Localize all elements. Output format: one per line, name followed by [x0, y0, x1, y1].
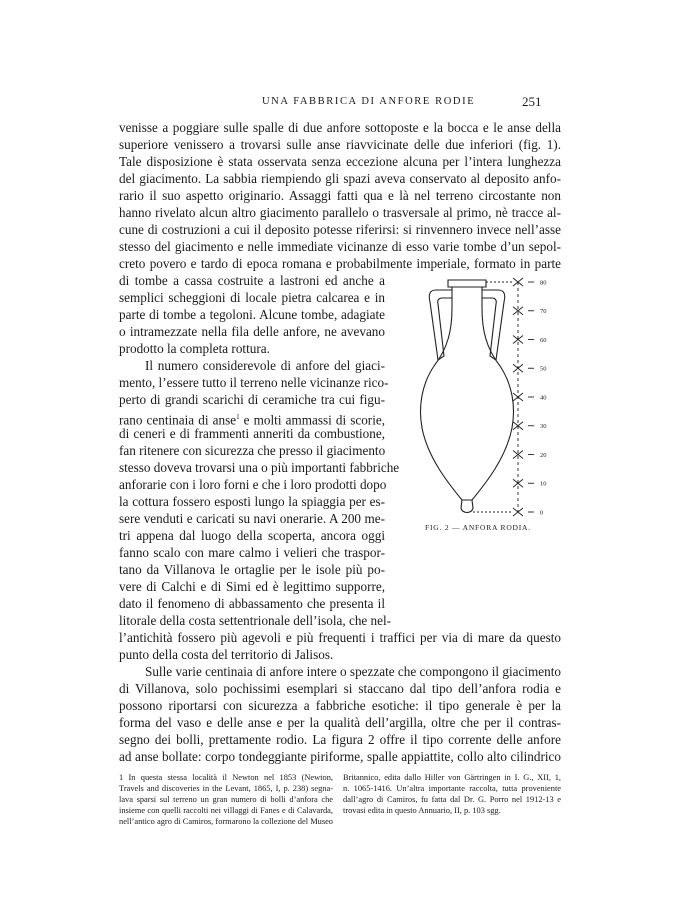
body-line: parte di tombe a tegoloni. Alcune tombe, adagiate — [119, 307, 385, 322]
amphora-body — [421, 287, 514, 500]
body-line: Il numero considerevole di anfore del giaci- — [145, 358, 385, 373]
footnote-line: Britannico, edita dallo Hiller von Gärtringen in I. G., XII, 1, — [343, 773, 561, 782]
scale-label: 40 — [540, 394, 547, 402]
scale-label: 60 — [540, 336, 547, 344]
body-line: hanno rivelato alcun altro giacimento parallelo o trasversale al primo, nè tracce al- — [119, 205, 561, 220]
body-line: perto di grandi scarichi di ceramiche tra cui figu- — [119, 392, 385, 407]
scale-label: 30 — [540, 423, 547, 431]
body-line: stesso del giacimento e nelle immediate vicinanze di esso varie tombe d’un sepol- — [119, 239, 561, 254]
scale-label: 10 — [540, 480, 547, 488]
body-line: sere venduti e caricati su navi onerarie. A 200 me- — [119, 511, 385, 526]
footnote-line: trovasi edita in questo Annuario, II, p. 103 sgg. — [343, 806, 501, 815]
body-line: prodotto la completa rottura. — [119, 341, 270, 356]
footnote-line: lava sparsi sul terreno un gran numero di bolli d’anfora che — [119, 795, 333, 804]
amphora-handle-right — [482, 290, 505, 360]
scale-label: 20 — [540, 451, 547, 459]
body-line: superiore venissero a trovarsi sulle anse riavvicinate delle due inferiori (fig. 1). — [119, 137, 561, 152]
body-line: venisse a poggiare sulle spalle di due anfore sottoposte e la bocca e le anse della — [119, 120, 561, 135]
body-line-part: rano centinaia di anse — [119, 412, 237, 428]
footnote-line: n. 1065-1416. Un’altra importante raccolta, tutta proveniente — [343, 784, 561, 793]
body-line: tano da Villanova le ortaglie per le isole più po- — [119, 562, 385, 577]
figure-caption: FIG. 2 — ANFORA RODIA. — [425, 523, 531, 532]
body-line: cune di costruzioni a cui il deposito potesse riferirsi: si rinvennero invece nell’asse — [119, 222, 561, 237]
footnote-line: nell’antico agro di Camiros, formarono la collezione del Museo — [119, 817, 333, 826]
running-title: UNA FABBRICA DI ANFORE RODIE — [262, 96, 476, 107]
body-line: del giacimento. La sabbia riempiendo gli spazi aveva conservato al deposito anfo- — [119, 171, 561, 186]
body-line: semplici scheggioni di locale pietra calcarea e in — [119, 290, 385, 305]
body-line: di Villanova, solo pochissimi esemplari si staccano dal tipo dell’anfora rodia e — [119, 681, 561, 696]
amphora-handle-left — [429, 290, 452, 360]
body-line: possono riportarsi con sicurezza a fabbriche esotiche: il tipo generale è per la — [119, 698, 561, 713]
body-line: segno dei bolli, prettamente rodio. La figura 2 offre il tipo corrente delle anfore — [119, 732, 561, 747]
amphora-toe — [461, 500, 473, 513]
body-line: dato il fenomeno di abbassamento che presenta il — [119, 596, 385, 611]
body-line: creto povero e tardo di epoca romana e probabilmente imperiale, formato in parte — [119, 256, 561, 271]
footnote-line: dall’agro di Camiros, fu fatta dal Dr. G. Porro nel 1912-13 e — [343, 795, 561, 804]
body-line: di ceneri e di frammenti anneriti da combustione, — [119, 426, 385, 441]
body-line: Sulle varie centinaia di anfore intere o spezzate che compongono il giacimento — [145, 664, 561, 679]
scale-label: 0 — [540, 509, 544, 517]
amphora-rim — [448, 280, 486, 287]
body-line: stesso doveva trovarsi una o più importanti fabbriche — [119, 460, 400, 475]
body-line: la cottura fossero esposti lungo la spiaggia per es- — [119, 494, 385, 509]
body-line: Tale disposizione è stata osservata senza eccezione alcuna per l’intera lunghezza — [119, 154, 561, 169]
scale-label: 70 — [540, 308, 547, 316]
body-line: o intramezzate nella fila delle anfore, ne avevano — [119, 324, 385, 339]
body-line: fanno scalo con mare calmo i velieri che traspor- — [119, 545, 385, 560]
body-line: rario il suo aspetto originario. Assaggi fatti qua e là nel terreno circostante non — [119, 188, 561, 203]
amphora-figure — [400, 268, 560, 528]
scale-label: 80 — [540, 279, 547, 287]
body-line: tri appena dal luogo della scoperta, ancora oggi — [119, 528, 385, 543]
body-line: l’antichità fossero più agevoli e più frequenti i traffici per via di mare da questo — [119, 630, 561, 645]
body-line: punto della costa del territorio di Jalisos. — [119, 647, 334, 662]
body-line: forma del vaso e delle anse e per la qualità dell’argilla, oltre che per il contras- — [119, 715, 561, 730]
body-line: fan ritenere con sicurezza che presso il giacimento — [119, 443, 386, 458]
scale-label: 50 — [540, 365, 547, 373]
body-line: litorale della costa settentrionale dell’isola, che nel- — [119, 613, 392, 628]
body-line-part: e molti ammassi di scorie, — [239, 412, 386, 428]
body-line: ad anse bollate: corpo tondeggiante piriforme, spalle appiattite, collo alto cilindrico — [119, 749, 561, 764]
footnote-marker: 1 — [236, 413, 240, 421]
footnote-line: 1 In questa stessa località il Newton nel 1853 (Newton, — [119, 773, 333, 782]
body-line: di tombe a cassa costruite a lastroni ed anche a — [119, 273, 385, 288]
footnote-line: insieme con quelli raccolti nei villaggi di Fanes e di Calavarda, — [119, 806, 333, 815]
body-line: mento, l’essere tutto il terreno nelle vicinanze rico- — [119, 375, 389, 390]
footnote-line: Travels and discoveries in the Levant, 1865, I, p. 238) segna- — [119, 784, 333, 793]
page-number: 251 — [522, 94, 542, 109]
body-line: vere di Calchi e di Simi ed è legittimo supporre, — [119, 579, 385, 594]
body-line: anforarie con i loro forni e che i loro prodotti dopo — [119, 477, 387, 492]
